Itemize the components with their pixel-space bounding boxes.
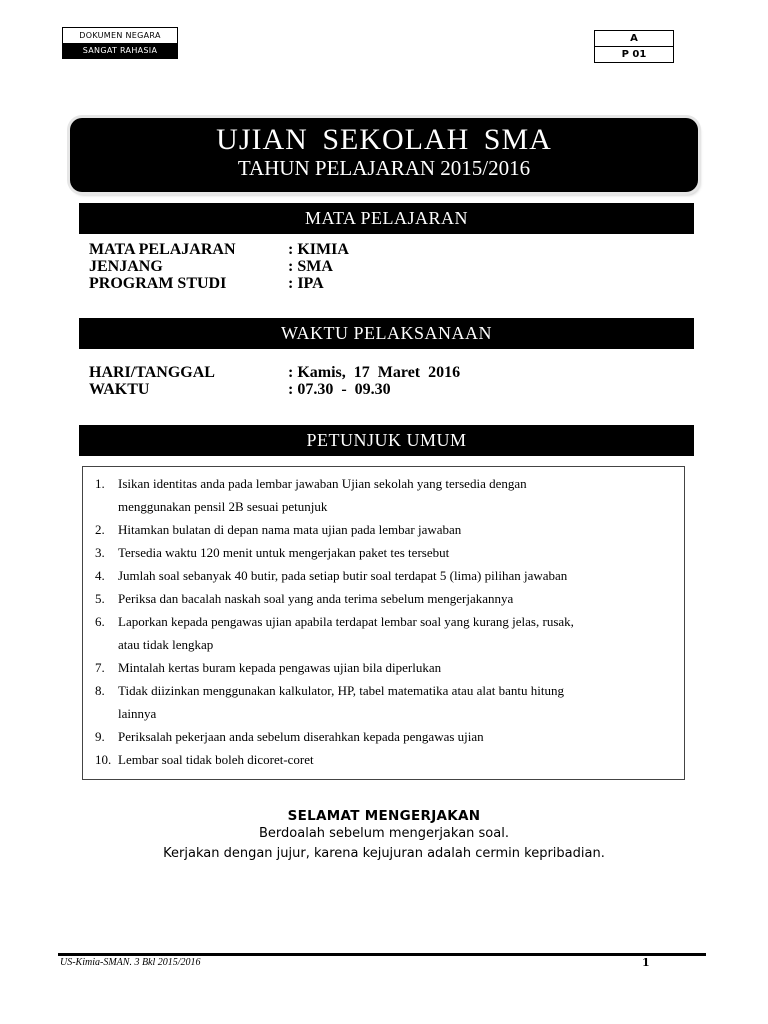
detail-row — [89, 381, 460, 398]
item-number: 4. — [95, 568, 105, 583]
detail-row — [89, 258, 349, 275]
list-item — [95, 725, 674, 748]
detail-label: MATA PELAJARAN — [89, 241, 236, 258]
item-text — [118, 472, 674, 518]
item-number: 3. — [95, 545, 105, 560]
item-number: 10. — [95, 752, 112, 767]
page-title: UJIAN SEKOLAH SMA — [216, 123, 552, 156]
item-text-line: lainnya — [118, 706, 157, 721]
item-text: Tersedia waktu 120 menit untuk mengerjakan paket tes tersebut — [118, 545, 450, 560]
schedule-details — [89, 364, 460, 398]
section-heading-schedule: WAKTU PELAKSANAAN — [79, 318, 694, 349]
item-text — [118, 679, 674, 725]
list-item — [95, 518, 674, 541]
list-item — [95, 656, 674, 679]
packet-code-box — [594, 30, 674, 63]
packet-letter: A — [630, 33, 638, 44]
detail-row — [89, 275, 349, 292]
item-number: 7. — [95, 660, 105, 675]
detail-value: : SMA — [288, 258, 333, 275]
list-item — [95, 564, 674, 587]
detail-label: PROGRAM STUDI — [89, 275, 227, 292]
item-number: 9. — [95, 729, 105, 744]
item-text-line: atau tidak lengkap — [118, 637, 214, 652]
footer-divider — [58, 953, 706, 956]
item-text-line: menggunakan pensil 2B sesuai petunjuk — [118, 499, 328, 514]
title-banner — [70, 118, 698, 192]
item-text: Lembar soal tidak boleh dicoret-coret — [118, 752, 314, 767]
section-heading-subject: MATA PELAJARAN — [79, 203, 694, 234]
item-text-line: Tidak diizinkan menggunakan kalkulator, HP, tabel matematika atau alat bantu hitung — [118, 683, 564, 698]
detail-row — [89, 364, 460, 381]
packet-number: P 01 — [595, 46, 673, 62]
item-number: 2. — [95, 522, 105, 537]
list-item — [95, 679, 674, 725]
item-number: 1. — [95, 476, 105, 491]
closing-line: Kerjakan dengan jujur, karena kejujuran adalah cermin kepribadian. — [163, 846, 605, 861]
instructions-box — [82, 466, 685, 780]
item-number: 8. — [95, 683, 105, 698]
section-heading-instructions: PETUNJUK UMUM — [79, 425, 694, 456]
detail-value: : KIMIA — [288, 241, 349, 258]
item-text: Periksalah pekerjaan anda sebelum diserahkan kepada pengawas ujian — [118, 729, 484, 744]
closing-heading: SELAMAT MENGERJAKAN — [287, 808, 481, 824]
list-item — [95, 472, 674, 518]
document-classification — [62, 27, 178, 59]
list-item — [95, 541, 674, 564]
footer-document-id: US-Kimia-SMAN. 3 Bkl 2015/2016 — [60, 957, 201, 968]
subject-details — [89, 241, 349, 292]
detail-label: WAKTU — [89, 381, 150, 398]
secrecy-label: SANGAT RAHASIA — [63, 43, 177, 58]
detail-value: : IPA — [288, 275, 324, 292]
item-text — [118, 610, 674, 656]
item-text-line: Isikan identitas anda pada lembar jawaban Ujian sekolah yang tersedia dengan — [118, 476, 527, 491]
item-number: 6. — [95, 614, 105, 629]
list-item — [95, 610, 674, 656]
detail-row — [89, 241, 349, 258]
detail-value: : Kamis, 17 Maret 2016 — [288, 364, 461, 381]
item-text: Hitamkan bulatan di depan nama mata ujian pada lembar jawaban — [118, 522, 462, 537]
item-text: Jumlah soal sebanyak 40 butir, pada setiap butir soal terdapat 5 (lima) pilihan jawaban — [118, 568, 568, 583]
detail-label: HARI/TANGGAL — [89, 364, 215, 381]
academic-year: TAHUN PELAJARAN 2015/2016 — [237, 156, 531, 180]
classification-label: DOKUMEN NEGARA — [79, 31, 161, 40]
closing-message — [0, 808, 768, 864]
list-item — [95, 748, 674, 771]
detail-label: JENJANG — [89, 258, 163, 275]
item-text: Mintalah kertas buram kepada pengawas ujian bila diperlukan — [118, 660, 442, 675]
instructions-list — [95, 472, 674, 771]
detail-value: : 07.30 - 09.30 — [288, 381, 391, 398]
page-number: 1 — [642, 956, 650, 969]
item-number: 5. — [95, 591, 105, 606]
list-item — [95, 587, 674, 610]
item-text: Periksa dan bacalah naskah soal yang anda terima sebelum mengerjakannya — [118, 591, 514, 606]
closing-line: Berdoalah sebelum mengerjakan soal. — [259, 826, 509, 841]
item-text-line: Laporkan kepada pengawas ujian apabila terdapat lembar soal yang kurang jelas, rusak, — [118, 614, 574, 629]
